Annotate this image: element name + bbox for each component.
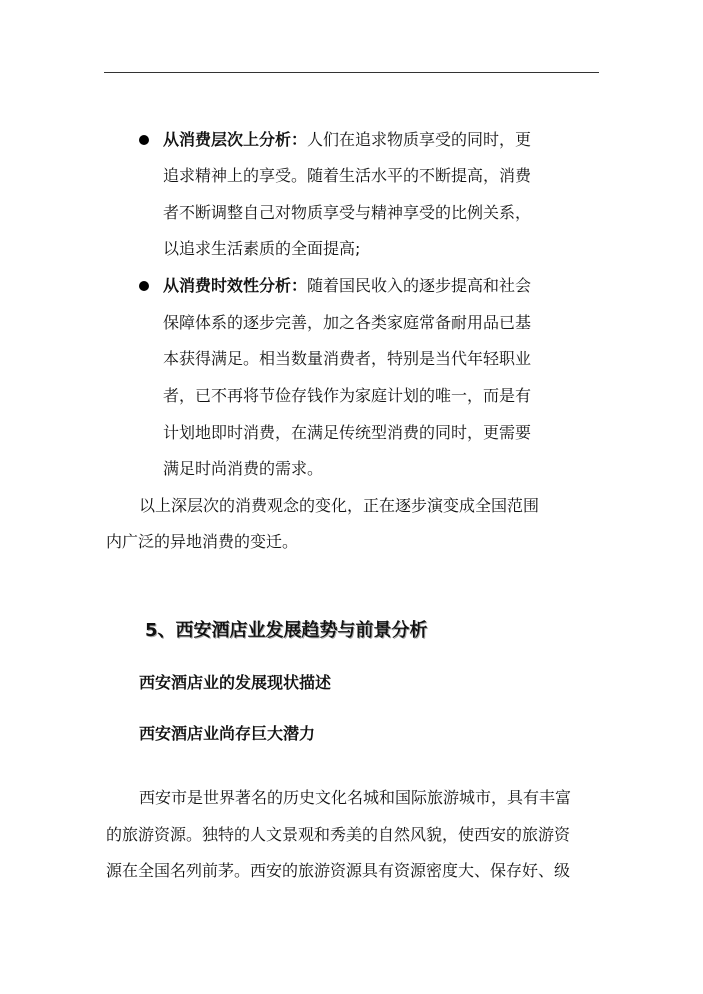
bullet-dot xyxy=(139,135,149,145)
body-line: 源在全国名列前茅。西安的旅游资源具有资源密度大、保存好、级 xyxy=(106,861,571,880)
bullet-label: 从消费层次上分析： xyxy=(163,130,308,149)
bullet-label: 从消费时效性分析： xyxy=(163,276,308,295)
header-rule xyxy=(104,72,599,73)
bullet-line: 者，已不再将节俭存钱作为家庭计划的唯一，而是有 xyxy=(163,386,532,405)
bullet-line: 计划地即时消费，在满足传统型消费的同时，更需要 xyxy=(163,423,532,442)
bullet-line xyxy=(163,276,531,296)
subheading: 西安酒店业的发展现状描述 xyxy=(139,673,332,692)
body-line: 的旅游资源。独特的人文景观和秀美的自然风貌，使西安的旅游资 xyxy=(106,825,571,844)
bullet-line: 本获得满足。相当数量消费者，特别是当代年轻职业 xyxy=(163,349,532,368)
bullet-line: 满足时尚消费的需求。 xyxy=(163,459,324,478)
bullet-text: 人们在追求物质享受的同时，更 xyxy=(307,130,532,149)
bullet-line: 以追求生活素质的全面提高; xyxy=(163,239,361,258)
bullet-dot xyxy=(139,281,149,291)
subheading: 西安酒店业尚存巨大潜力 xyxy=(139,724,316,743)
bullet-line: 追求精神上的享受。随着生活水平的不断提高，消费 xyxy=(163,166,532,185)
body-line: 西安市是世界著名的历史文化名城和国际旅游城市，具有丰富 xyxy=(139,788,572,807)
bullet-line xyxy=(163,130,531,150)
bullet-text: 随着国民收入的逐步提高和社会 xyxy=(307,276,532,295)
summary-line: 以上深层次的消费观念的变化，正在逐步演变成全国范围 xyxy=(139,496,540,515)
section-heading: 5、西安酒店业发展趋势与前景分析 xyxy=(145,620,428,641)
summary-line: 内广泛的异地消费的变迁。 xyxy=(106,532,299,551)
bullet-line: 保障体系的逐步完善，加之各类家庭常备耐用品已基 xyxy=(163,313,532,332)
bullet-line: 者不断调整自己对物质享受与精神享受的比例关系， xyxy=(163,203,532,222)
